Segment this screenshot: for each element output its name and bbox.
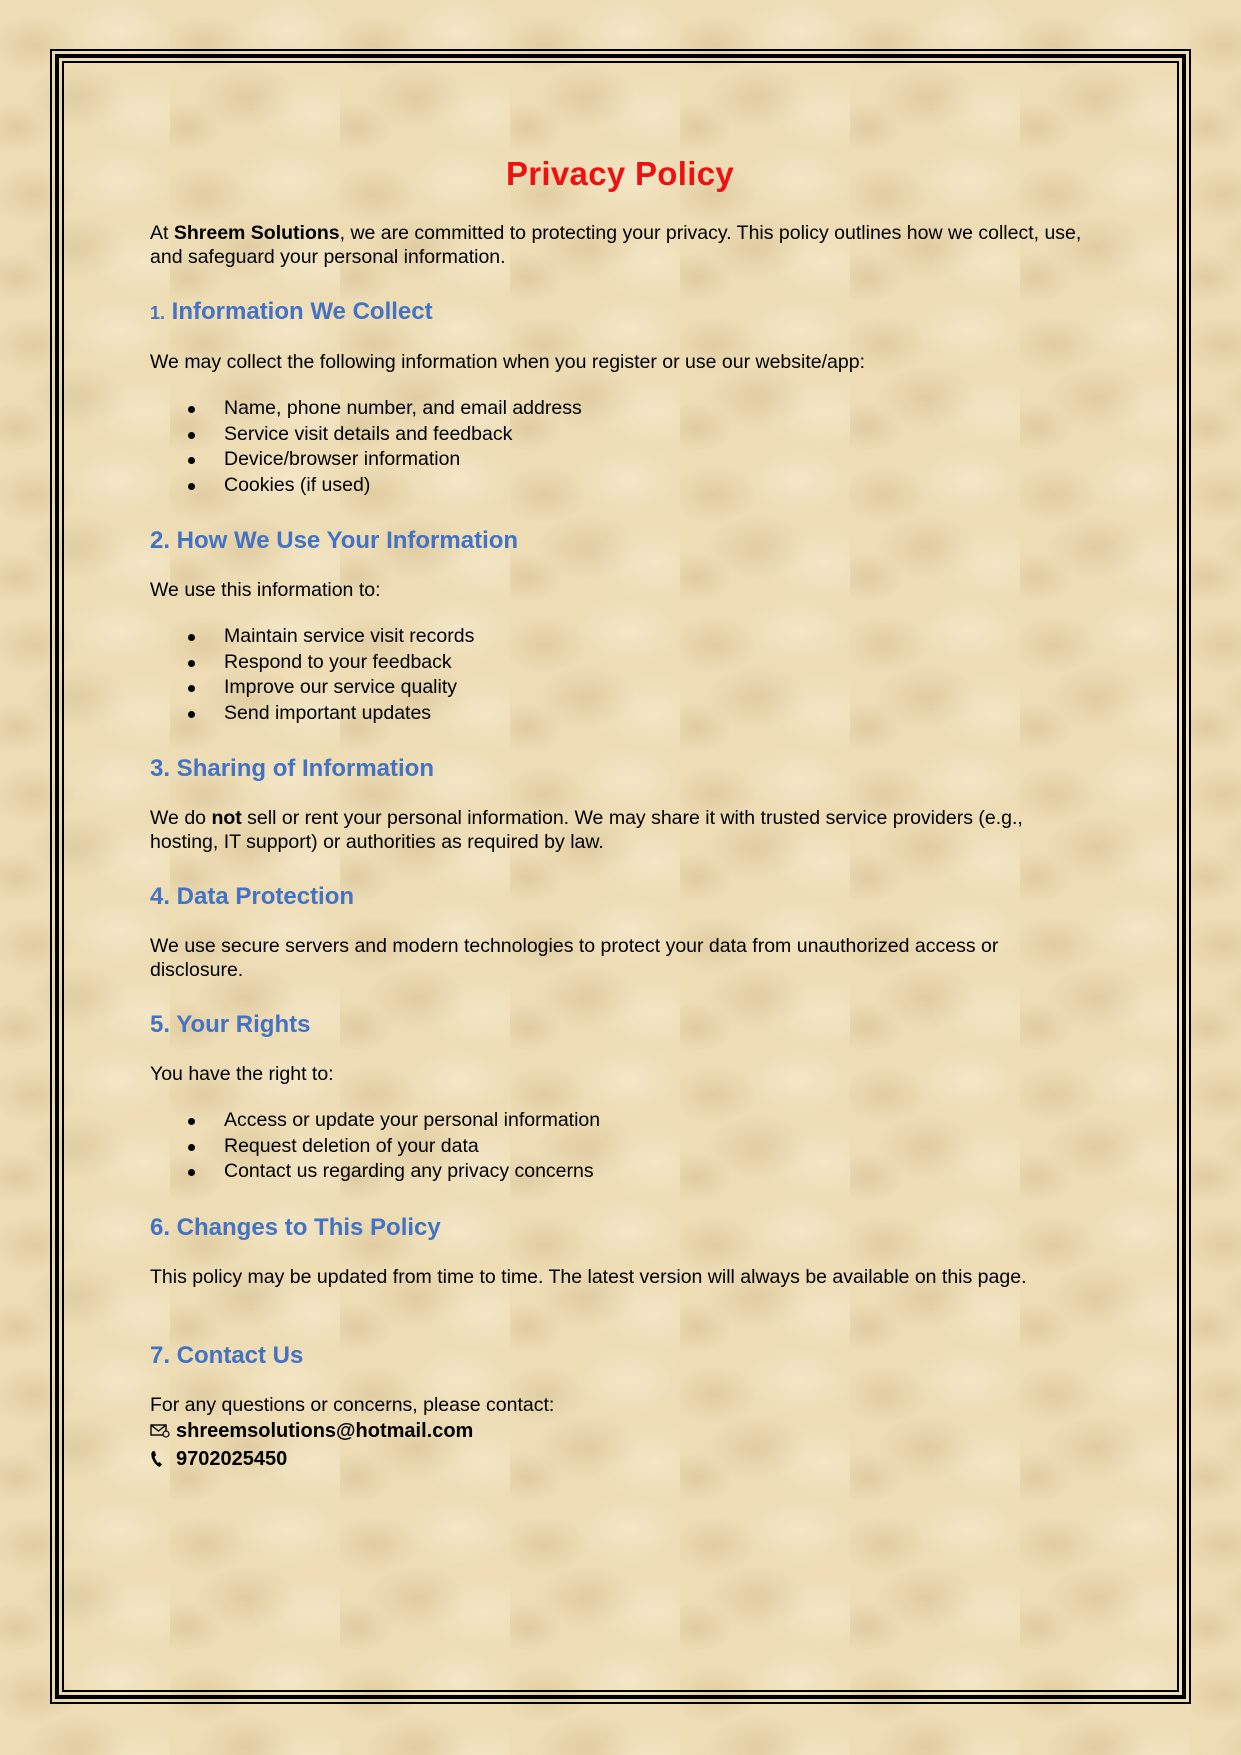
envelope-icon xyxy=(150,1421,172,1441)
contact-phone xyxy=(150,1445,1090,1473)
intro-suffix: , we are committed to protecting your privacy. This policy outlines how we collect, use, and safeguard your personal information. xyxy=(150,222,1082,268)
text-emphasis: not xyxy=(211,807,242,829)
rights-list xyxy=(150,1108,1090,1185)
bullet-icon xyxy=(188,711,195,718)
section-text: We use this information to: xyxy=(150,579,381,601)
usage-list xyxy=(150,624,1090,726)
list-item xyxy=(224,473,1090,499)
bullet-icon xyxy=(188,660,195,667)
list-item xyxy=(224,422,1090,448)
phone-icon xyxy=(150,1449,172,1469)
section-heading-your-rights: 5. Your Rights xyxy=(150,1011,311,1038)
section-heading-sharing: 3. Sharing of Information xyxy=(150,755,435,782)
list-item-text: Improve our service quality xyxy=(224,676,458,698)
bullet-icon xyxy=(188,483,195,490)
bullet-icon xyxy=(188,457,195,464)
page-title: Privacy Policy xyxy=(505,155,734,192)
list-item-text: Send important updates xyxy=(224,701,432,724)
section-number: 1. xyxy=(150,303,166,323)
list-item-text: Respond to your feedback xyxy=(224,650,452,673)
section-text: We may collect the following information when you register or use our website/app: xyxy=(150,351,865,373)
section-text xyxy=(150,806,1090,854)
section-heading-contact: 7. Contact Us xyxy=(150,1341,304,1369)
bullet-icon xyxy=(188,1144,195,1151)
list-item-text: Request deletion of your data xyxy=(224,1134,479,1157)
list-item-text: Access or update your personal information xyxy=(224,1109,601,1131)
list-item xyxy=(224,447,1090,473)
list-item xyxy=(224,624,1090,650)
text-prefix: We do xyxy=(150,807,212,829)
text-suffix: sell or rent your personal information. We may share it with trusted service providers (e.g., hosting, IT support) or authorities as required by law. xyxy=(150,807,1023,853)
list-item xyxy=(224,701,1090,727)
list-item xyxy=(224,1134,1090,1160)
bullet-icon xyxy=(188,1118,195,1125)
list-item xyxy=(224,675,1090,701)
section-text: For any questions or concerns, please contact: xyxy=(150,1393,555,1416)
list-item-text: Contact us regarding any privacy concerns xyxy=(224,1160,594,1182)
bullet-icon xyxy=(188,406,195,413)
bullet-icon xyxy=(188,1169,195,1176)
list-item xyxy=(224,1159,1090,1185)
list-item xyxy=(224,396,1090,422)
list-item xyxy=(224,650,1090,676)
collected-info-list xyxy=(150,396,1090,498)
bullet-icon xyxy=(188,432,195,439)
contact-email xyxy=(150,1417,1090,1445)
section-text: We use secure servers and modern technologies to protect your data from unauthorized access or disclosure. xyxy=(150,935,999,981)
bullet-icon xyxy=(188,634,195,641)
bullet-icon xyxy=(188,685,195,692)
list-item-text: Maintain service visit records xyxy=(224,625,475,647)
policy-document xyxy=(150,154,1090,1473)
phone-number[interactable]: 9702025450 xyxy=(176,1447,288,1470)
section-title: Information We Collect xyxy=(165,298,433,325)
section-heading-data-protection: 4. Data Protection xyxy=(150,883,355,910)
section-heading-information-we-collect xyxy=(150,297,1090,328)
list-item-text: Name, phone number, and email address xyxy=(224,397,582,419)
section-heading-how-we-use: 2. How We Use Your Information xyxy=(150,527,519,554)
intro-prefix: At xyxy=(150,222,174,244)
section-text: You have the right to: xyxy=(150,1063,334,1085)
list-item-text: Cookies (if used) xyxy=(224,473,371,496)
intro-paragraph xyxy=(150,221,1090,269)
section-text: This policy may be updated from time to time. The latest version will always be available on this page. xyxy=(150,1265,1027,1288)
list-item xyxy=(224,1108,1090,1134)
section-heading-changes: 6. Changes to This Policy xyxy=(150,1213,441,1241)
company-name: Shreem Solutions xyxy=(173,222,340,244)
list-item-text: Device/browser information xyxy=(224,448,461,470)
list-item-text: Service visit details and feedback xyxy=(224,422,513,445)
email-address[interactable]: shreemsolutions@hotmail.com xyxy=(176,1419,474,1442)
